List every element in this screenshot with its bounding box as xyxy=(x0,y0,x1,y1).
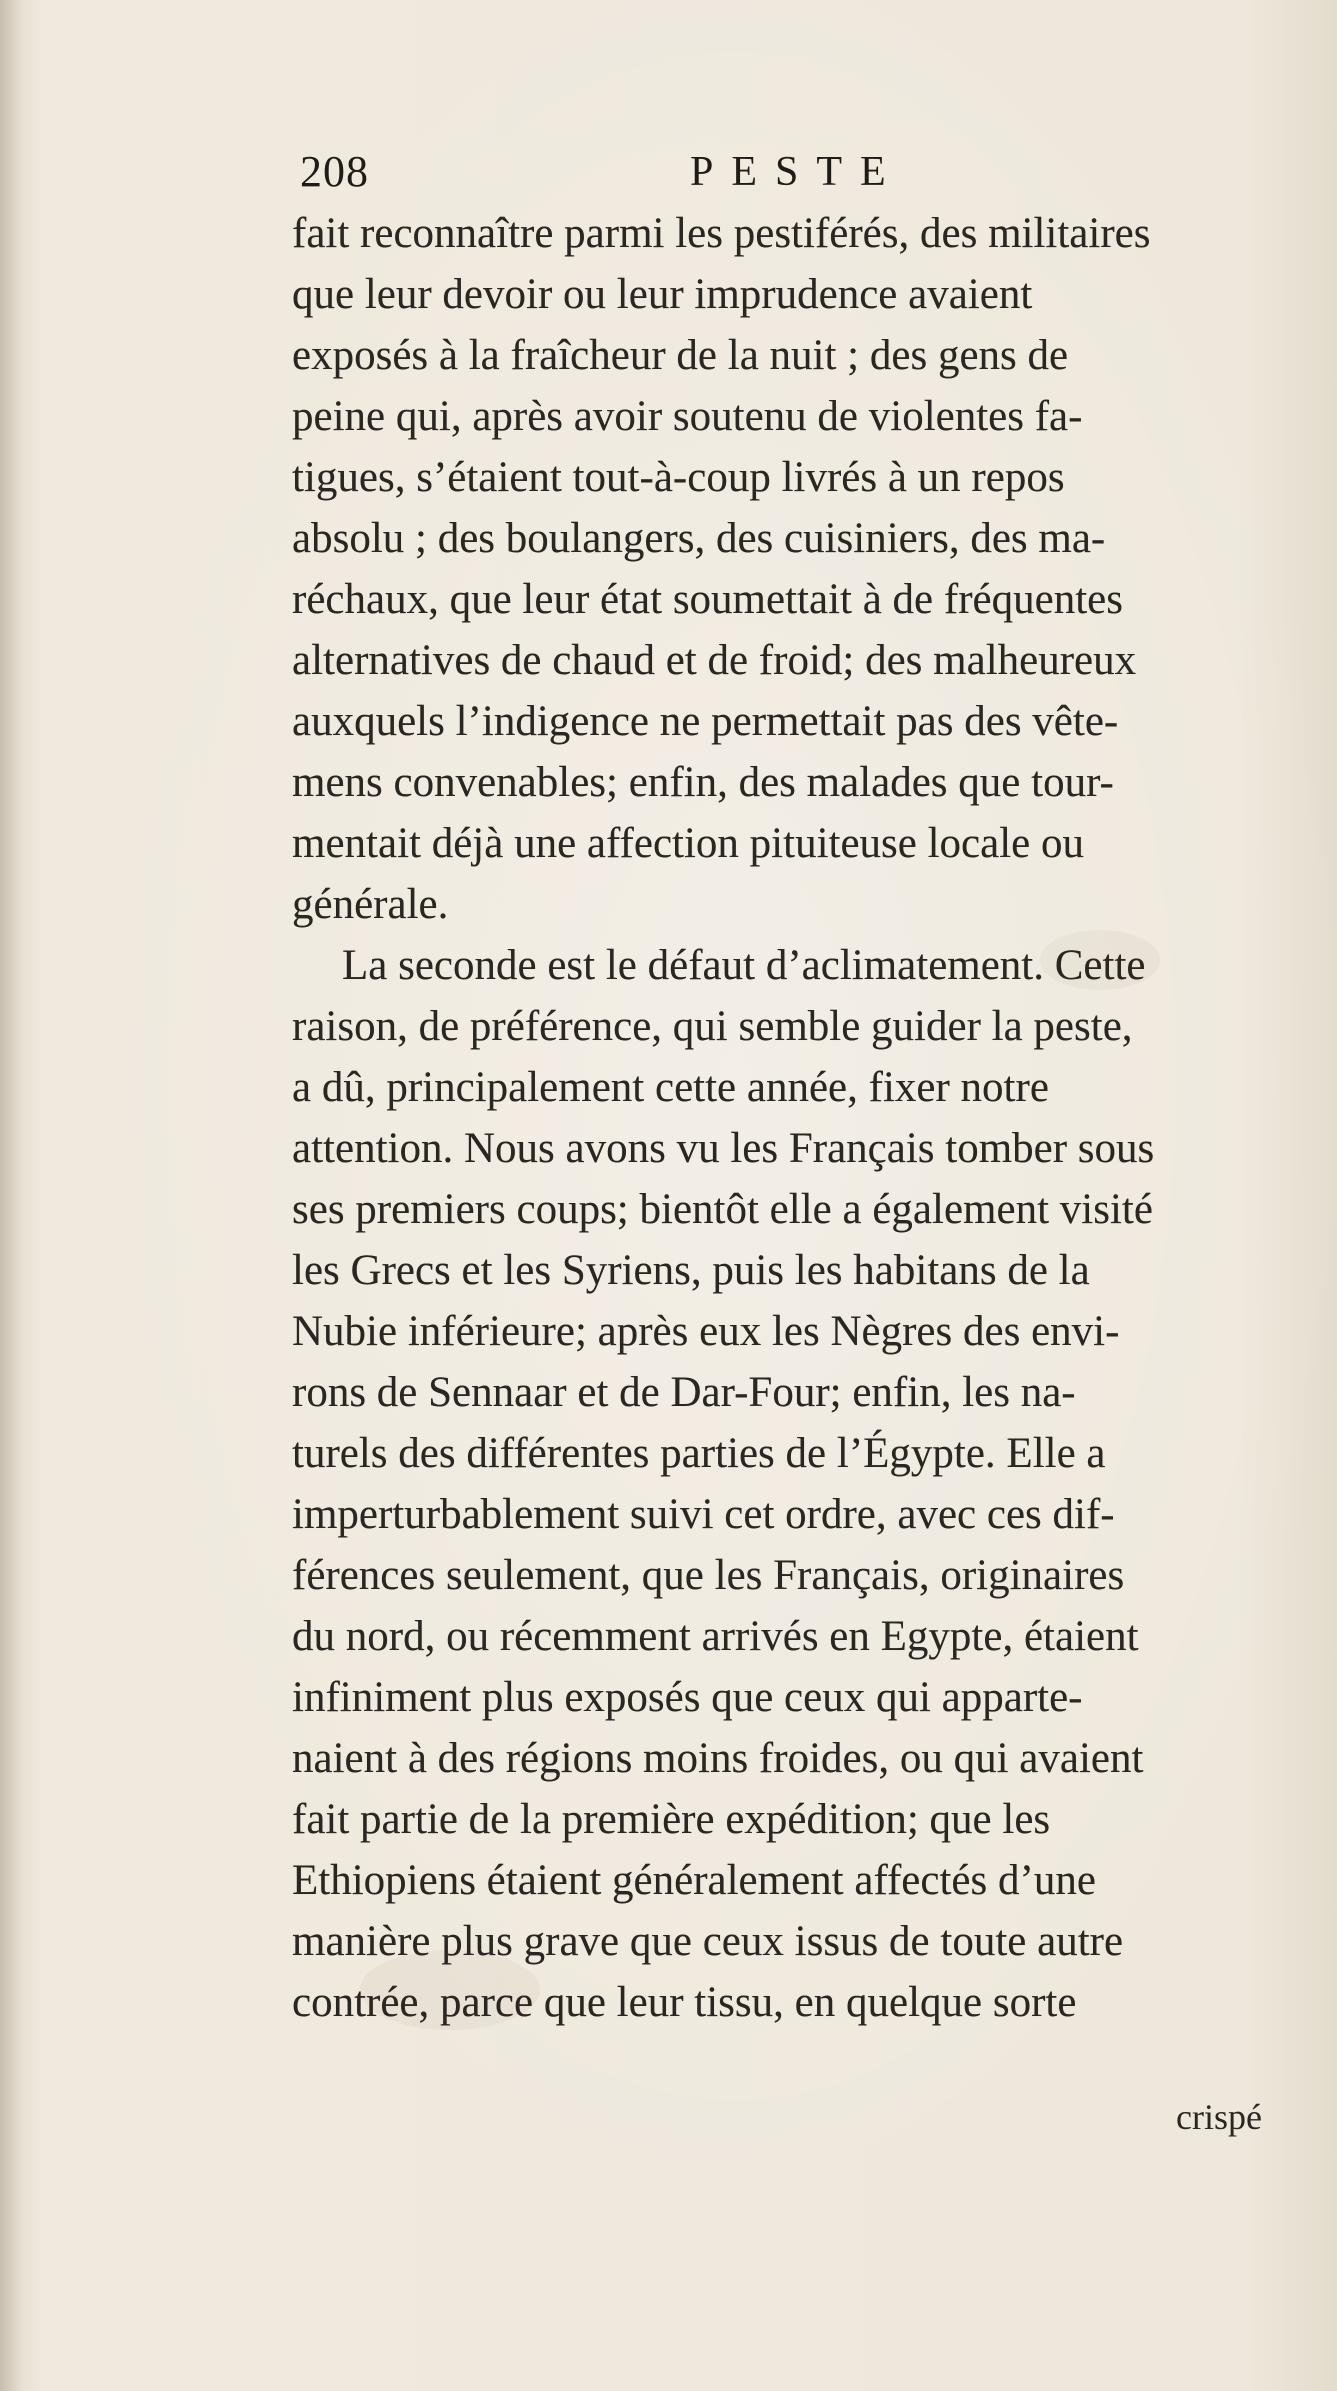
text-line: manière plus grave que ceux issus de toute autre xyxy=(292,1918,1124,1965)
text-line: Ethiopiens étaient généralement affectés d’une xyxy=(292,1857,1096,1904)
text-line: naient à des régions moins froides, ou qui avaient xyxy=(292,1735,1144,1782)
running-header xyxy=(300,143,1060,201)
text-line: imperturbablement suivi cet ordre, avec ces dif- xyxy=(292,1491,1115,1538)
text-line: que leur devoir ou leur imprudence avaient xyxy=(292,271,1033,318)
text-line: ses premiers coups; bientôt elle a également visité xyxy=(292,1186,1153,1233)
running-title: PESTE xyxy=(690,149,904,195)
text-line: infiniment plus exposés que ceux qui apparte- xyxy=(292,1674,1083,1721)
text-line: du nord, ou récemment arrivés en Egypte, étaient xyxy=(292,1613,1139,1660)
text-line: auxquels l’indigence ne permettait pas des vête- xyxy=(292,698,1119,745)
catchword: crispé xyxy=(1176,2097,1262,2137)
text-line: fait reconnaître parmi les pestiférés, des militaires xyxy=(292,210,1151,257)
text-line: turels des différentes parties de l’Égypte. Elle a xyxy=(292,1430,1106,1477)
text-line: alternatives de chaud et de froid; des malheureux xyxy=(292,637,1137,684)
text-line: mentait déjà une affection pituiteuse locale ou xyxy=(292,820,1085,867)
text-line: raison, de préférence, qui semble guider la peste, xyxy=(292,1003,1133,1050)
body-text xyxy=(292,203,1314,2033)
paragraph-first-line: La seconde est le défaut d’aclimatement. Cette xyxy=(342,942,1146,989)
text-line: rons de Sennaar et de Dar-Four; enfin, les na- xyxy=(292,1369,1076,1416)
text-line: tigues, s’étaient tout-à-coup livrés à un repos xyxy=(292,454,1065,501)
text-line: exposés à la fraîcheur de la nuit ; des gens de xyxy=(292,332,1069,379)
page-gutter-shadow xyxy=(0,0,24,2391)
text-line: attention. Nous avons vu les Français tomber sous xyxy=(292,1125,1155,1172)
text-line: peine qui, après avoir soutenu de violentes fa- xyxy=(292,393,1083,440)
text-line: Nubie inférieure; après eux les Nègres des envi- xyxy=(292,1308,1120,1355)
text-line: fait partie de la première expédition; que les xyxy=(292,1796,1051,1843)
text-line: mens convenables; enfin, des malades que tour- xyxy=(292,759,1114,806)
text-line: contrée, parce que leur tissu, en quelque sorte xyxy=(292,1979,1077,2026)
text-line: les Grecs et les Syriens, puis les habitans de la xyxy=(292,1247,1090,1294)
text-line: a dû, principalement cette année, fixer notre xyxy=(292,1064,1049,1111)
text-line: absolu ; des boulangers, des cuisiniers, des ma- xyxy=(292,515,1106,562)
text-line: générale. xyxy=(292,881,449,928)
page-number: 208 xyxy=(300,147,369,196)
text-line: réchaux, que leur état soumettait à de fréquentes xyxy=(292,576,1123,623)
text-line: férences seulement, que les Français, originaires xyxy=(292,1552,1125,1599)
